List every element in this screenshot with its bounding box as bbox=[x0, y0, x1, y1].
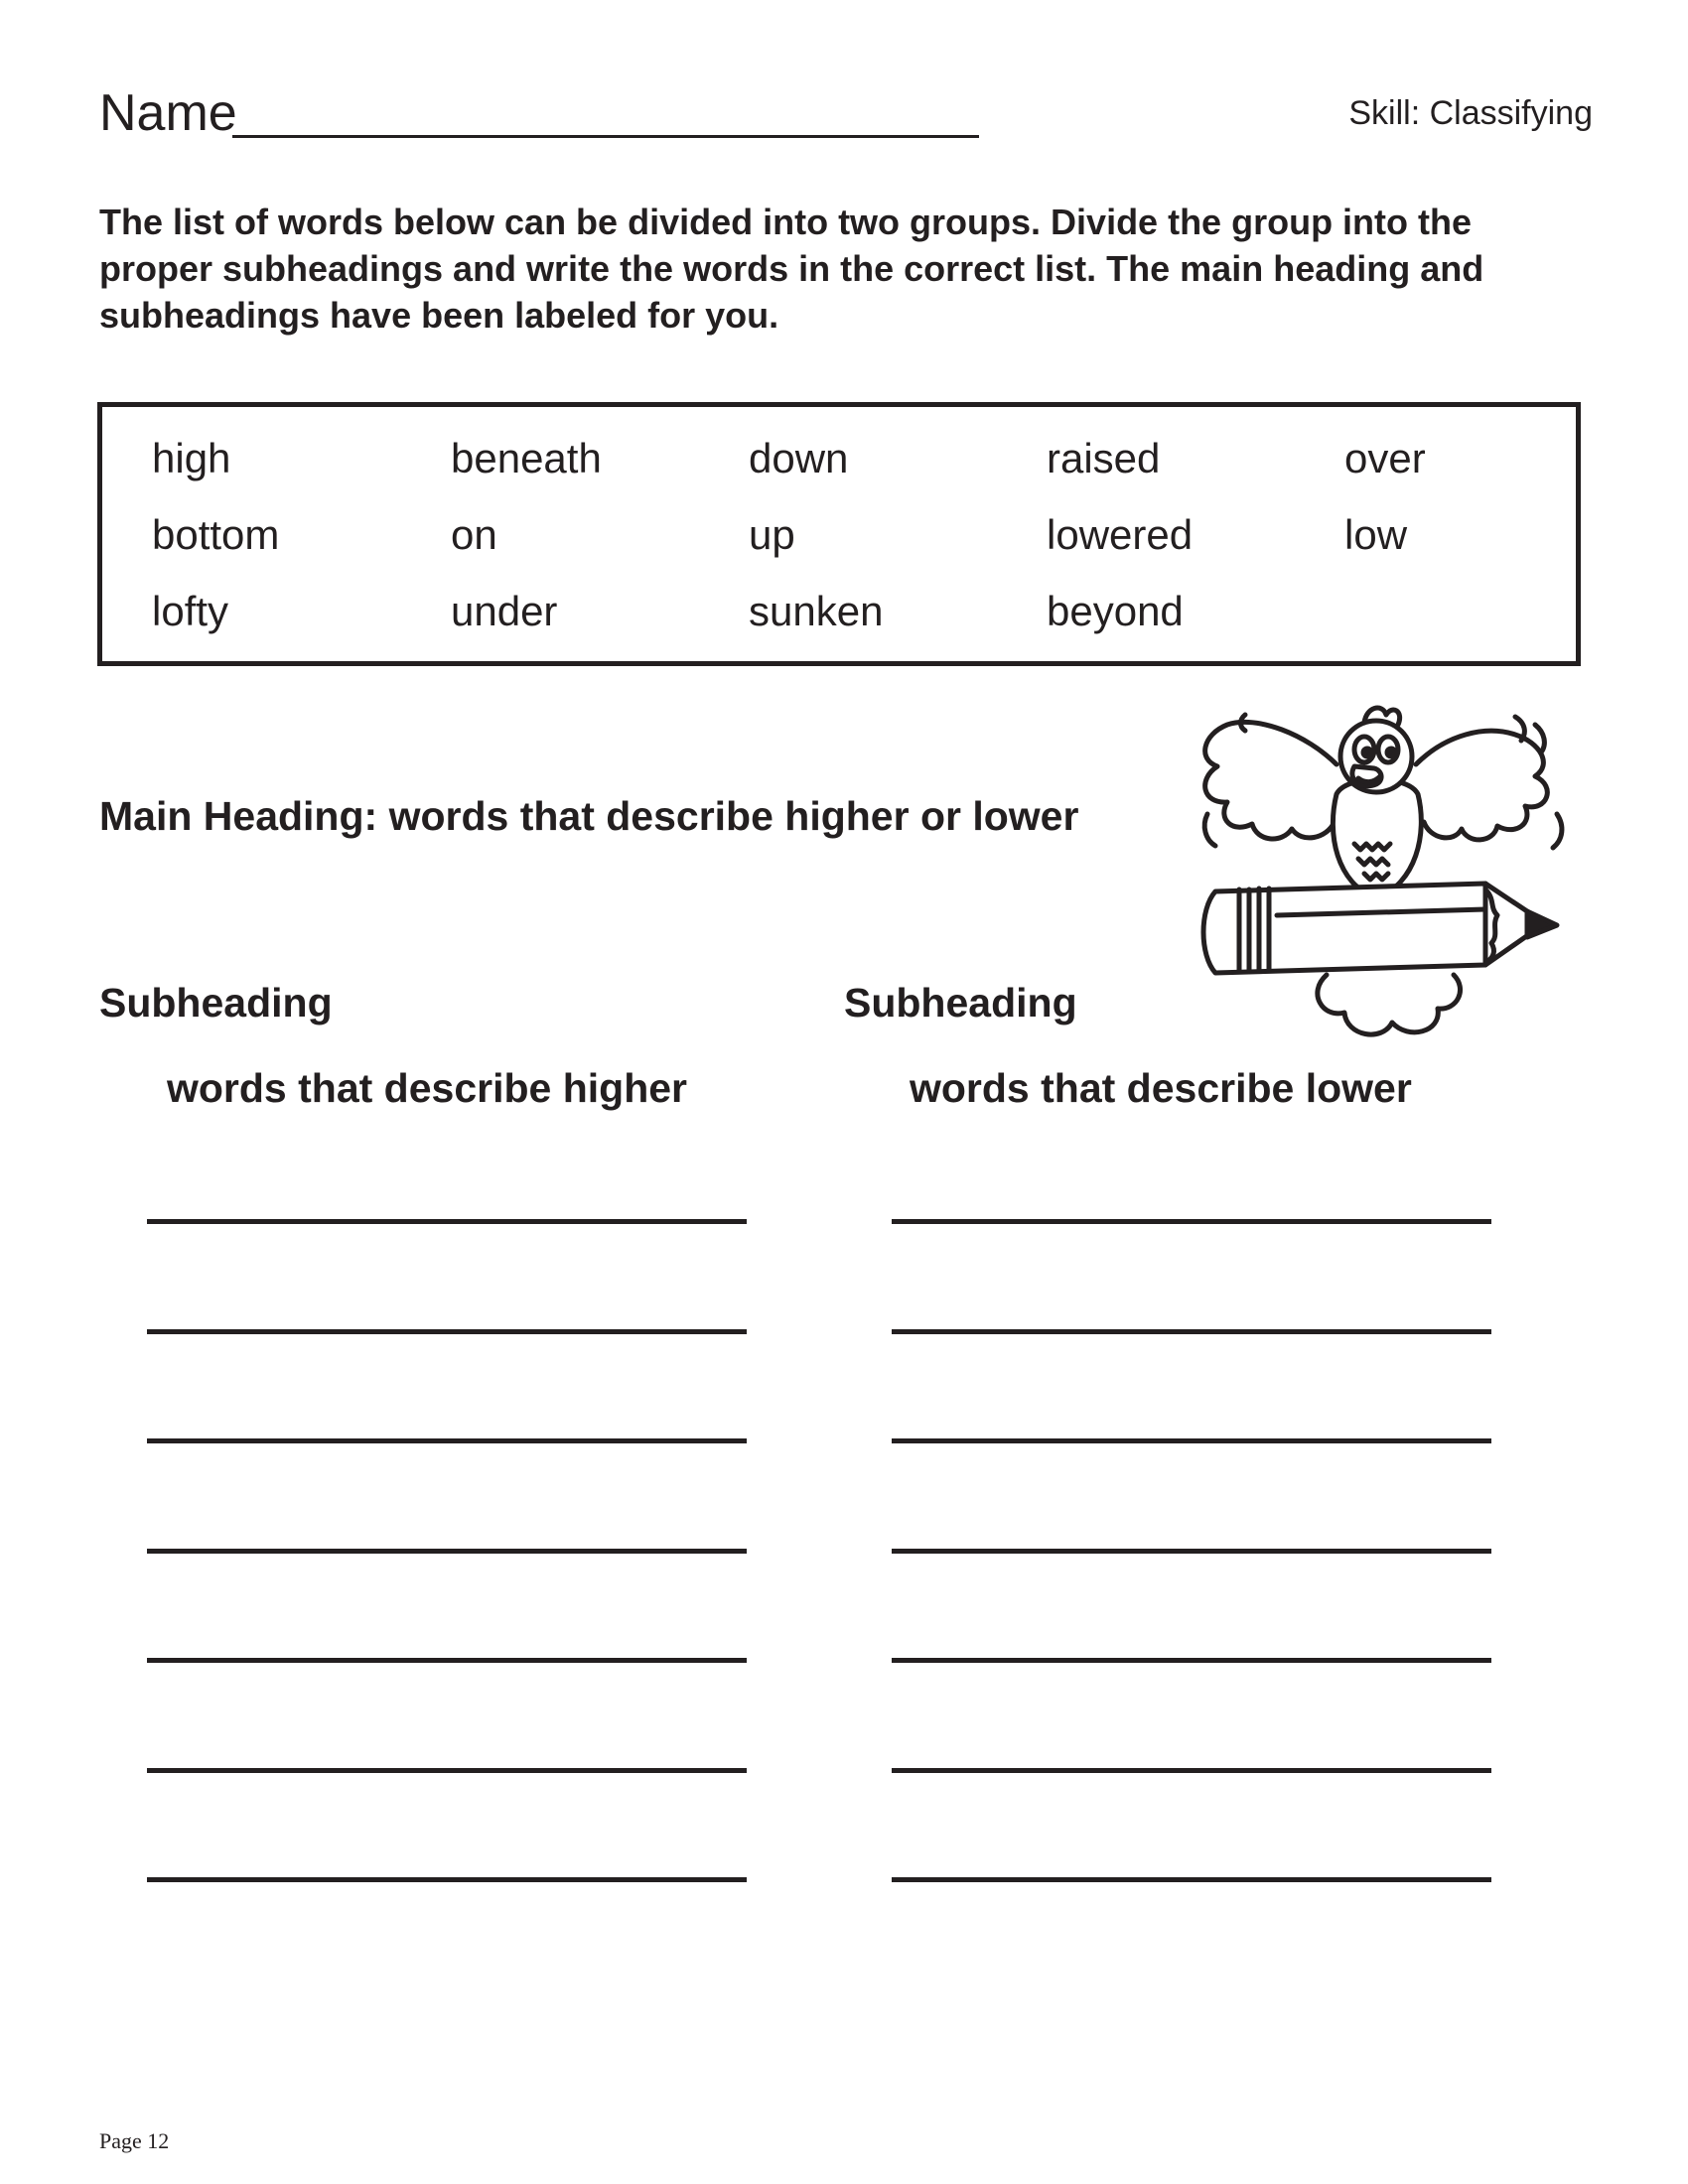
word-bank-word: up bbox=[749, 511, 795, 558]
answer-line-lower[interactable] bbox=[892, 1877, 1491, 1882]
subheading-left: Subheading bbox=[99, 980, 333, 1025]
word-bank-word: bottom bbox=[152, 511, 280, 558]
name-label: Name bbox=[99, 84, 237, 142]
subheading-right: Subheading bbox=[844, 980, 1077, 1025]
main-heading: Main Heading: words that describe higher or lower bbox=[99, 793, 1079, 839]
word-bank-word: raised bbox=[1047, 435, 1161, 481]
answer-line-lower[interactable] bbox=[892, 1438, 1491, 1443]
answer-line-higher[interactable] bbox=[147, 1219, 747, 1224]
page-number: Page 12 bbox=[99, 2128, 170, 2153]
word-bank-box bbox=[97, 402, 1581, 666]
bird-on-pencil-icon bbox=[1188, 695, 1595, 1052]
answer-line-lower[interactable] bbox=[892, 1549, 1491, 1554]
word-bank-word: beneath bbox=[451, 435, 602, 481]
word-bank-word: under bbox=[451, 588, 558, 634]
word-bank-word: down bbox=[749, 435, 849, 481]
word-bank-word: lowered bbox=[1047, 511, 1194, 558]
answer-line-lower[interactable] bbox=[892, 1768, 1491, 1773]
answer-line-higher[interactable] bbox=[147, 1877, 747, 1882]
instructions-text: The list of words below can be divided into two groups. Divide the group into the proper subheadings and write the words in the correct list. The main heading and subheadings have been labeled for you. bbox=[99, 202, 1484, 336]
answer-line-lower[interactable] bbox=[892, 1658, 1491, 1663]
word-bank-word: on bbox=[451, 511, 497, 558]
answer-line-higher[interactable] bbox=[147, 1329, 747, 1334]
answer-line-higher[interactable] bbox=[147, 1658, 747, 1663]
subtitle-higher: words that describe higher bbox=[167, 1065, 687, 1111]
word-bank-word: beyond bbox=[1047, 588, 1184, 634]
answer-line-lower[interactable] bbox=[892, 1219, 1491, 1224]
answer-line-lower[interactable] bbox=[892, 1329, 1491, 1334]
answer-line-higher[interactable] bbox=[147, 1549, 747, 1554]
answer-line-higher[interactable] bbox=[147, 1438, 747, 1443]
answer-line-higher[interactable] bbox=[147, 1768, 747, 1773]
word-bank-word: low bbox=[1344, 511, 1408, 558]
name-field-line[interactable] bbox=[232, 135, 979, 138]
skill-label: Skill: Classifying bbox=[1348, 94, 1593, 132]
word-bank-word: lofty bbox=[152, 588, 229, 634]
word-bank-word: sunken bbox=[749, 588, 884, 634]
word-bank-word: high bbox=[152, 435, 231, 481]
subtitle-lower: words that describe lower bbox=[910, 1065, 1412, 1111]
word-bank-word: over bbox=[1344, 435, 1426, 481]
